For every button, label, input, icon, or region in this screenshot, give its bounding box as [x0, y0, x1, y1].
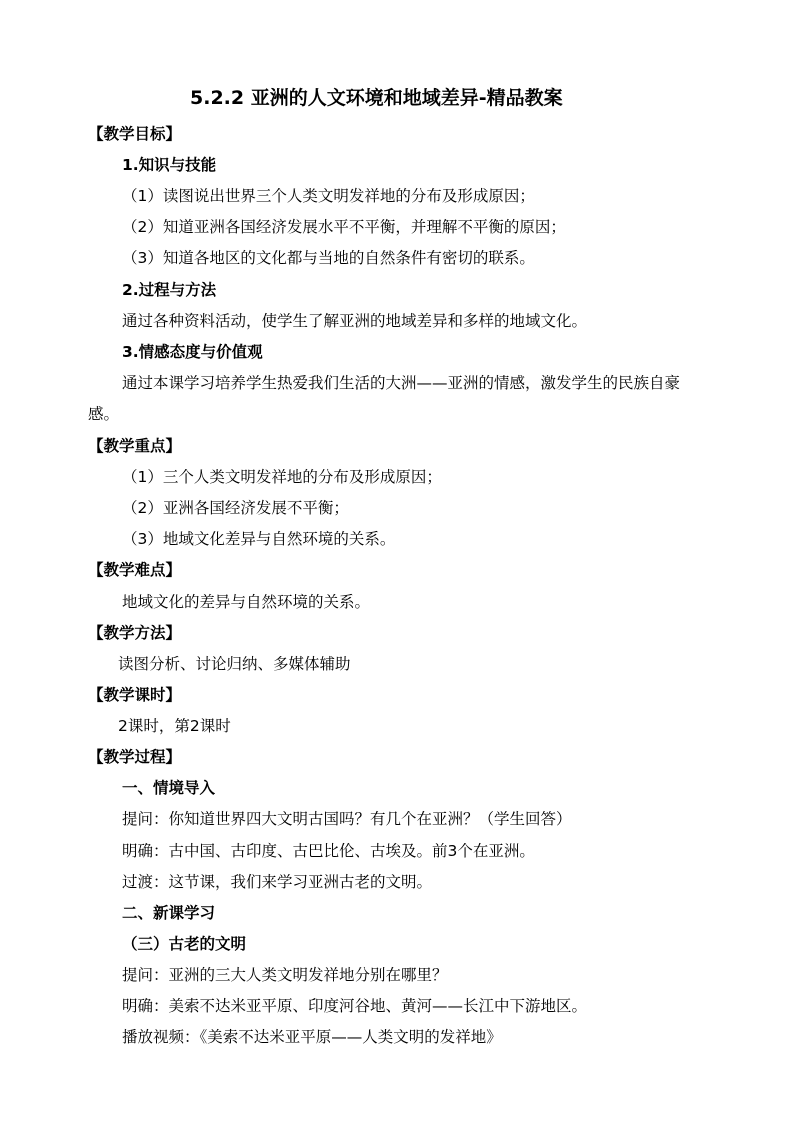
part-new-lesson-heading: 二、新课学习 — [122, 904, 216, 922]
difficulties-text: 地域文化的差异与自然环境的关系。 — [122, 593, 371, 611]
process-heading: 【教学过程】 — [88, 748, 182, 766]
section-ancient-civilization-heading: （三）古老的文明 — [122, 935, 247, 953]
objective-item: （1）读图说出世界三个人类文明发祥地的分布及形成原因； — [122, 187, 535, 205]
process-answer: 明确：古中国、古印度、古巴比伦、古埃及。前3个在亚洲。 — [122, 842, 535, 860]
key-points-heading: 【教学重点】 — [88, 437, 182, 455]
attitude-values-subheading: 3.情感态度与价值观 — [122, 343, 263, 361]
process-video: 播放视频：《美索不达米亚平原——人类文明的发祥地》 — [122, 1028, 502, 1046]
process-answer: 明确：美索不达米亚平原、印度河谷地、黄河——长江中下游地区。 — [122, 997, 588, 1015]
key-point-item: （3）地域文化差异与自然环境的关系。 — [122, 530, 396, 548]
objective-item: （2）知道亚洲各国经济发展水平不平衡，并理解不平衡的原因； — [122, 218, 566, 236]
difficulties-heading: 【教学难点】 — [88, 561, 182, 579]
process-method-subheading: 2.过程与方法 — [122, 281, 217, 299]
key-point-item: （1）三个人类文明发祥地的分布及形成原因； — [122, 468, 442, 486]
attitude-values-text-cont: 感。 — [88, 405, 120, 423]
methods-text: 读图分析、讨论归纳、多媒体辅助 — [118, 655, 351, 673]
objectives-heading: 【教学目标】 — [88, 125, 182, 143]
hours-heading: 【教学课时】 — [88, 686, 182, 704]
process-question: 提问：亚洲的三大人类文明发祥地分别在哪里？ — [122, 966, 448, 984]
attitude-values-text: 通过本课学习培养学生热爱我们生活的大洲——亚洲的情感，激发学生的民族自豪 — [122, 374, 681, 392]
objective-item: （3）知道各地区的文化都与当地的自然条件有密切的联系。 — [122, 249, 535, 267]
knowledge-skills-subheading: 1.知识与技能 — [122, 156, 217, 174]
process-method-text: 通过各种资料活动，使学生了解亚洲的地域差异和多样的地域文化。 — [122, 312, 588, 330]
key-point-item: （2）亚洲各国经济发展不平衡； — [122, 499, 349, 517]
part-intro-heading: 一、情境导入 — [122, 779, 216, 797]
process-question: 提问：你知道世界四大文明古国吗？有几个在亚洲？（学生回答） — [122, 810, 572, 828]
document-title: 5.2.2 亚洲的人文环境和地域差异-精品教案 — [190, 87, 563, 109]
hours-text: 2课时，第2课时 — [118, 717, 231, 735]
methods-heading: 【教学方法】 — [88, 624, 182, 642]
process-transition: 过渡：这节课，我们来学习亚洲古老的文明。 — [122, 873, 433, 891]
